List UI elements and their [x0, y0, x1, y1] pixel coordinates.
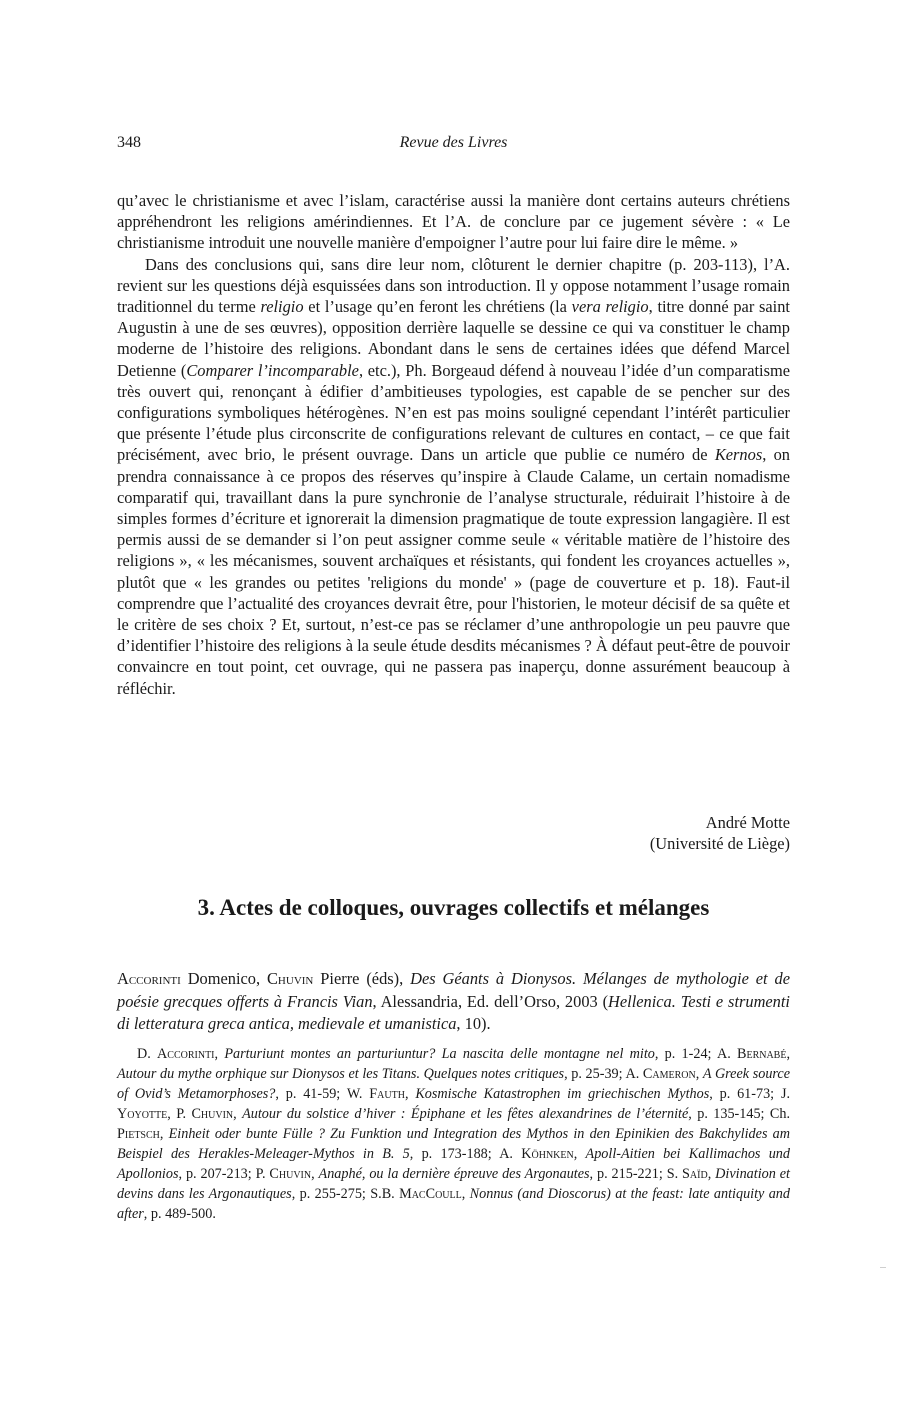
contributor-initial: A. — [625, 1066, 643, 1082]
separator: , — [214, 1046, 225, 1062]
contributor-surname: Saïd — [682, 1166, 708, 1182]
contributor-initial: A. — [499, 1146, 522, 1162]
contributor-surname: Chuvin — [269, 1166, 312, 1182]
author-given: Pierre (éds), — [313, 969, 411, 988]
running-title: Revue des Livres — [399, 134, 508, 151]
page-header — [117, 134, 790, 154]
chapter-title: Anaphé, ou la dernière épreuve des Argonautes — [318, 1166, 590, 1182]
reviewer-affiliation: (Université de Liège) — [649, 834, 790, 853]
page-range: , p. 215-221; — [589, 1166, 667, 1182]
contributor-surname: MacCoull — [399, 1186, 462, 1202]
contents-list — [117, 1044, 790, 1224]
page-range: , p. 1-24; — [654, 1046, 717, 1062]
page-range: , p. 135-145; — [688, 1106, 770, 1122]
page-range: , p. 25-39; — [564, 1066, 626, 1082]
page-range: , p. 489-500. — [143, 1206, 216, 1222]
chapter-title: Nonnus (and Dioscorus) at the feast: late antiquity and after — [117, 1186, 790, 1222]
author-surname: Accorinti — [117, 969, 181, 988]
bibliographic-entry — [117, 968, 790, 1036]
contributor-initial: J. — [780, 1086, 791, 1102]
separator: , P. — [167, 1106, 192, 1122]
chapter-title: Autour du solstice d’hiver : Épiphane et les fêtes alexandrines de l’éternité — [242, 1106, 689, 1122]
page-range: , p. 41-59; — [275, 1086, 347, 1102]
page-range: , p. 207-213; — [178, 1166, 256, 1182]
page-range: , p. 61-73; — [709, 1086, 781, 1102]
contributor-initial: Ch. — [769, 1106, 790, 1122]
chapter-title: Apoll-Aitien bei Kallimachos und Apollonios — [117, 1146, 790, 1182]
series-title: Hellenica. Testi e strumenti di letteratura greca antica, medievale et umanistica — [117, 991, 790, 1033]
text-run: , etc.), Ph. Borgeaud défend à nouveau l’idée d’un comparatisme très ouvert qui, renonçant à édifier d’ambitieuses typologies, est capable de se pencher sur des configurations symboliques hétérogènes. N’en est pas moins souligné cependant l’intérêt particulier que présente l’étude plus circonscrite de configurations relevant de cultures en contact, – ce que fait précisément, avec brio, le présent ouvrage. Dans un article que publie ce numéro de — [117, 360, 790, 465]
chapter-title: Kosmische Katastrophen im griechischen Mythos — [415, 1086, 710, 1102]
italic-term: vera religio — [571, 297, 649, 317]
paragraph-1: qu’avec le christianisme et avec l’islam, caractérise aussi la manière dont certains auteurs chrétiens appréhendront les religions amérindiennes. Et l’A. de conclure par ce jugement sévère : « Le christianisme introduit une nouvelle manière d'empoigner l’autre pour lui faire dire le même. » — [117, 191, 790, 253]
contributor-surname: Köhnken — [521, 1146, 574, 1162]
italic-title: Comparer l’incomparable — [186, 360, 359, 380]
italic-term: religio — [260, 297, 304, 317]
separator: , — [786, 1046, 791, 1062]
review-body — [117, 190, 790, 699]
publisher: , Alessandria, Ed. dell’Orso, 2003 ( — [372, 991, 609, 1011]
chapter-title: Einheit oder bunte Fülle ? Zu Funktion und Integration des Mythos in den Epinikien des Bakchylides am Beispiel des Herakles-Meleager-Mythos in B. 5 — [117, 1126, 791, 1162]
contributor-surname: Yoyotte — [117, 1106, 168, 1122]
author-surname: Chuvin — [267, 969, 314, 988]
contributor-initial: S.B. — [370, 1186, 400, 1202]
contributor-surname: Chuvin — [191, 1106, 234, 1122]
author-given: Domenico, — [180, 969, 267, 988]
separator: , — [404, 1086, 416, 1102]
contributor-surname: Bernabé — [737, 1046, 787, 1062]
contributor-surname: Cameron — [642, 1066, 696, 1082]
text-run: et l’usage qu’en feront les chrétiens (la — [303, 297, 572, 317]
separator: , — [159, 1126, 169, 1142]
separator: , — [461, 1186, 470, 1202]
contributor-initial: W. — [346, 1086, 370, 1102]
separator: , — [695, 1066, 703, 1082]
book-title: Des Géants à Dionysos. Mélanges de mythologie et de poésie grecques offerts à Francis Vian — [117, 969, 790, 1011]
separator: , — [573, 1146, 586, 1162]
page-range: , p. 255-275; — [291, 1186, 371, 1202]
contributor-surname: Fauth — [369, 1086, 405, 1102]
paragraph-2 — [117, 254, 790, 699]
contributor-initial: D. — [137, 1046, 158, 1062]
separator: , — [233, 1106, 243, 1122]
chapter-title: Parturiunt montes an parturiuntur? La nascita delle montagne nel mito — [224, 1046, 655, 1062]
text-run: , on prendra connaissance à ce propos des réserves qu’inspire à Claude Calame, un certain nomadisme comparatif qui, travaillant dans la pure synchronie de l’analyse structurale, réduirait l’histoire à de simples formes d’écriture et ignorerait la dimension pragmatique de toute expression langagière. Il est permis aussi de se demander si l’on peut assigner comme seule « véritable matière de l’histoire des religions », « les mécanismes, souvent archaïques et résistants, qui fondent les croyances actuelles », plutôt que « les grandes ou petites 'religions du monde' » (page de couverture et p. 18). Faut-il comprendre que l’actualité des croyances devrait être, pour l'historien, le moteur décisif de sa quête et le critère de ses choix ? Et, surtout, n’est-ce pas se réclamer d’une anthropologie un peu pauvre que d’identifier l’histoire des religions à la seule étude desdits mécanismes ? À défaut peut-être de pouvoir convaincre en tout point, cet ouvrage, qui ne passera pas inaperçu, donne assurément beaucoup à réfléchir. — [117, 445, 790, 698]
text-run: Dans des conclusions qui, sans dire leur nom, clôturent le dernier chapitre (p. 203-113), l’A. revient sur les questions déjà esquissées dans son introduction. Il y oppose notamment l’usage romain traditionnel du terme — [117, 254, 790, 317]
separator: , — [707, 1166, 716, 1182]
chapter-title: Divination et devins dans les Argonautiques — [117, 1166, 790, 1202]
contributor-initial: A. — [716, 1046, 737, 1062]
separator: , — [311, 1166, 319, 1182]
scan-mark — [880, 1267, 886, 1268]
section-heading: 3. Actes de colloques, ouvrages collectifs et mélanges — [197, 895, 710, 920]
chapter-title: Autour du mythe orphique sur Dionysos et les Titans. Quelques notes critiques — [117, 1066, 565, 1082]
contributor-initial: P. — [255, 1166, 270, 1182]
page-range: , p. 173-188; — [409, 1146, 500, 1162]
reviewer-name: André Motte — [705, 813, 790, 832]
italic-journal: Kernos — [714, 445, 763, 465]
chapter-title: A Greek source of Ovid’s Metamorphoses? — [117, 1066, 791, 1102]
text-run: , titre donné par saint Augustin à une de ses œuvres), opposition derrière laquelle se dessine ce qui va constituer le champ moderne de l’histoire des religions. Abondant dans le sens de certaines idées que défend Marcel Detienne ( — [117, 297, 790, 380]
contributor-surname: Pietsch — [117, 1126, 160, 1142]
contributor-surname: Accorinti — [157, 1046, 215, 1062]
series-number: , 10). — [456, 1014, 491, 1033]
contributor-initial: S. — [666, 1166, 683, 1182]
page-number: 348 — [117, 134, 141, 151]
